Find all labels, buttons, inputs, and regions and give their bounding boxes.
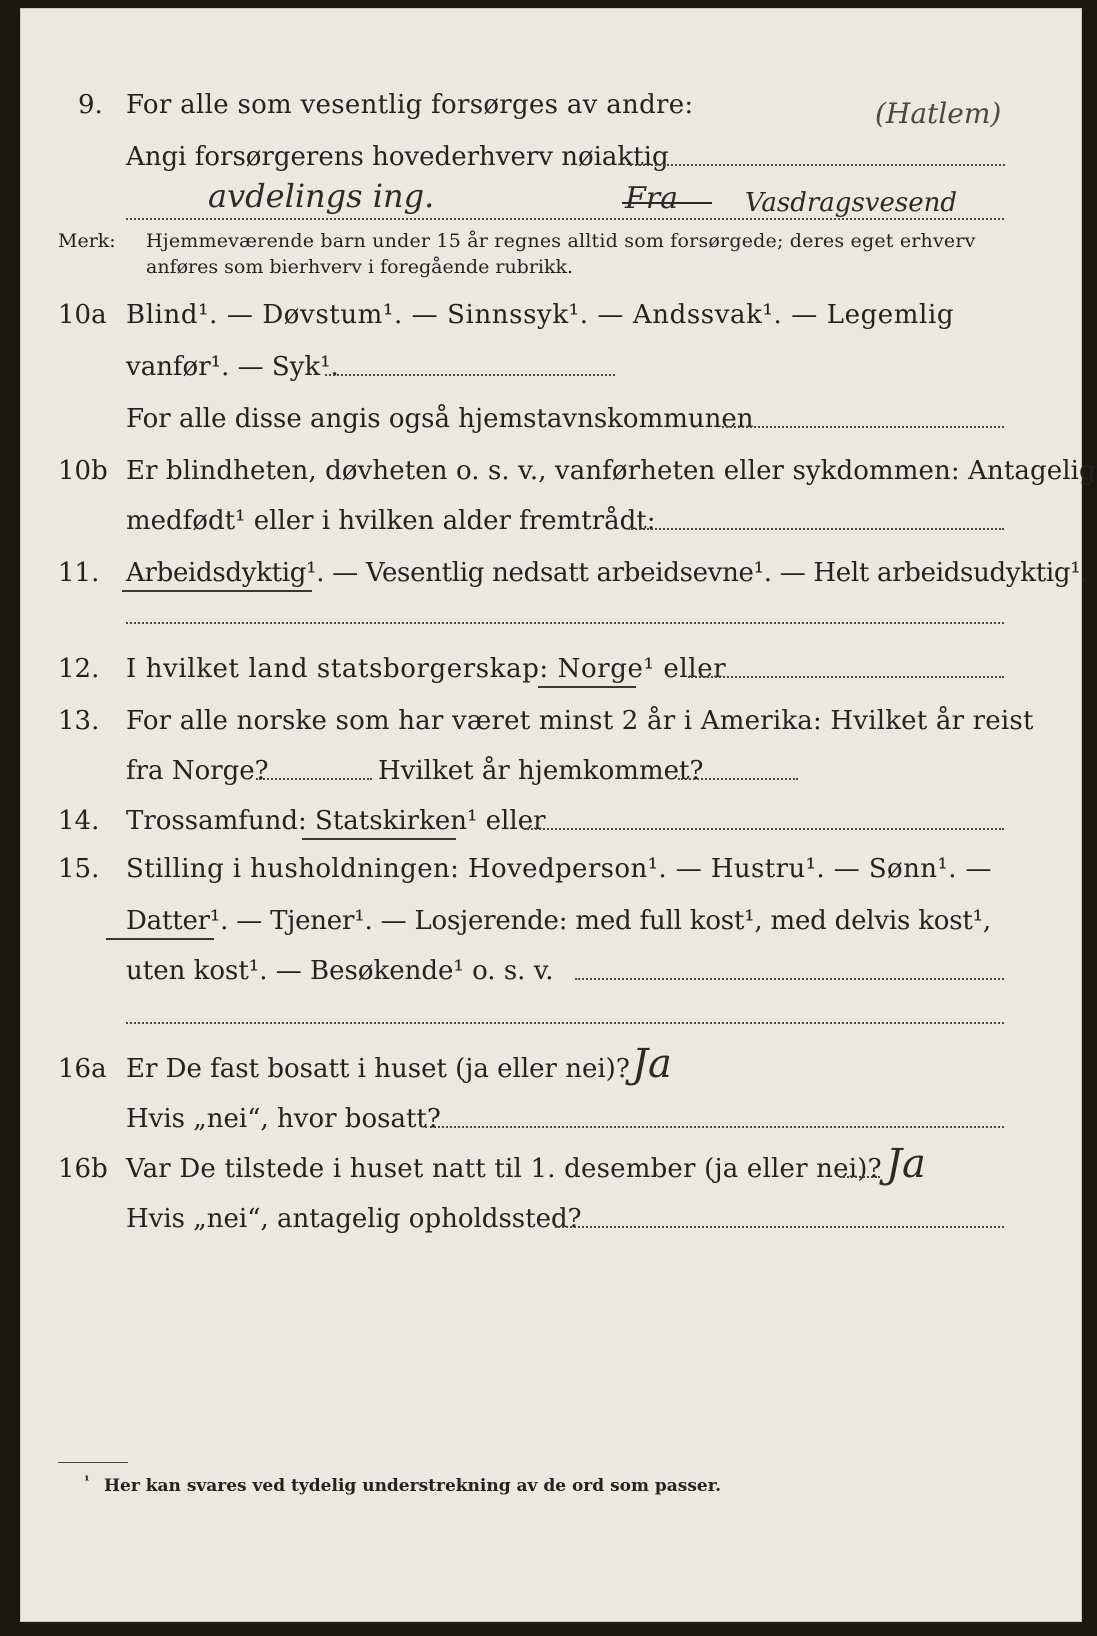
q16a-line2-dots (425, 1126, 1004, 1128)
q9-number: 9. (78, 90, 103, 120)
q16a-line1: Er De fast bosatt i huset (ja eller nei)? (126, 1054, 630, 1084)
footnote-text: Her kan svares ved tydelig understrekning av de ord som passer. (104, 1476, 722, 1496)
q9-line2-dots (630, 164, 1005, 166)
q14-line1: Trossamfund: Statskirken¹ eller (126, 806, 546, 836)
q16b-answer: Ja (886, 1141, 926, 1187)
q13-line2b-dots (678, 778, 798, 780)
q10a-line2-dots (325, 374, 615, 376)
q12-dots (688, 676, 1004, 678)
merk-label: Merk: (58, 230, 116, 252)
q10a-line1: Blind¹. — Døvstum¹. — Sinnssyk¹. — Andssvak¹. — Legemlig (126, 300, 955, 330)
q13-line1: For alle norske som har været minst 2 år i Amerika: Hvilket år reist (126, 706, 1034, 736)
q9-line1: For alle som vesentlig forsørges av andre: (126, 90, 694, 120)
q16a-number: 16a (58, 1054, 107, 1084)
q15-line3: uten kost¹. — Besøkende¹ o. s. v. (126, 956, 554, 986)
q14-number: 14. (58, 806, 100, 836)
q10b-line2: medfødt¹ eller i hvilken alder fremtrådt: (126, 506, 656, 536)
q11-number: 11. (58, 558, 100, 588)
q9-answer-struck: Fra (625, 181, 679, 216)
q16b-number: 16b (58, 1154, 108, 1184)
q9-answer-dots (126, 218, 1004, 220)
q14-underline-statskirken (302, 838, 456, 840)
footnote-mark: ¹ (84, 1474, 90, 1489)
census-form-page (20, 8, 1096, 1622)
q13-line2b: Hvilket år hjemkommet? (378, 756, 704, 786)
q15-answer-dots (126, 1022, 1004, 1024)
q10a-line3-dots (722, 426, 1004, 428)
q11-line1: Arbeidsdyktig¹. — Vesentlig nedsatt arbeidsevne¹. — Helt arbeidsudyktig¹. (126, 558, 1089, 588)
q16b-line1: Var De tilstede i huset natt til 1. desember (ja eller nei)? (126, 1154, 882, 1184)
footnote-rule (58, 1462, 128, 1463)
q9-strike-line (622, 202, 712, 204)
q15-underline-datter (106, 938, 214, 940)
q9-margin-note: (Hatlem) (875, 97, 1002, 130)
q11-answer-dots (126, 622, 1004, 624)
q16a-line2: Hvis „nei“, hvor bosatt? (126, 1104, 441, 1134)
q12-number: 12. (58, 654, 100, 684)
q9-line2: Angi forsørgerens hovederhverv nøiaktig (126, 142, 669, 172)
q14-dots (524, 828, 1004, 830)
q12-line1: I hvilket land statsborgerskap: Norge¹ eller (126, 654, 727, 684)
q16a-answer: Ja (632, 1041, 672, 1087)
q9-answer-tail: Vasdragsvesend (745, 188, 957, 218)
q9-answer: avdelings ing. (208, 177, 435, 215)
q15-line3-dots (575, 978, 1004, 980)
q13-number: 13. (58, 706, 100, 736)
q13-line2a: fra Norge? (126, 756, 269, 786)
q16b-line2: Hvis „nei“, antagelig opholdssted? (126, 1204, 582, 1234)
merk-line2: anføres som bierhverv i foregående rubrikk. (146, 256, 574, 278)
q10a-line3: For alle disse angis også hjemstavnskommunen (126, 404, 754, 434)
q15-number: 15. (58, 854, 100, 884)
merk-line1: Hjemmeværende barn under 15 år regnes alltid som forsørgede; deres eget erhverv (146, 230, 976, 252)
q16b-line2-dots (555, 1226, 1004, 1228)
q16b-line1-dots (840, 1176, 880, 1178)
q15-line1: Stilling i husholdningen: Hovedperson¹. — Hustru¹. — Sønn¹. — (126, 854, 992, 884)
q15-line2: Datter¹. — Tjener¹. — Losjerende: med full kost¹, med delvis kost¹, (126, 906, 991, 936)
q10b-number: 10b (58, 456, 108, 486)
q10b-line1: Er blindheten, døvheten o. s. v., vanførheten eller sykdommen: Antagelig (126, 456, 1096, 486)
q11-underline-arbeidsdyktig (122, 590, 312, 592)
q10b-line2-dots (628, 528, 1004, 530)
q10a-line2: vanfør¹. — Syk¹. (126, 352, 339, 382)
q13-line2a-dots (256, 778, 372, 780)
q12-underline-norge (538, 686, 636, 688)
q10a-number: 10a (58, 300, 107, 330)
